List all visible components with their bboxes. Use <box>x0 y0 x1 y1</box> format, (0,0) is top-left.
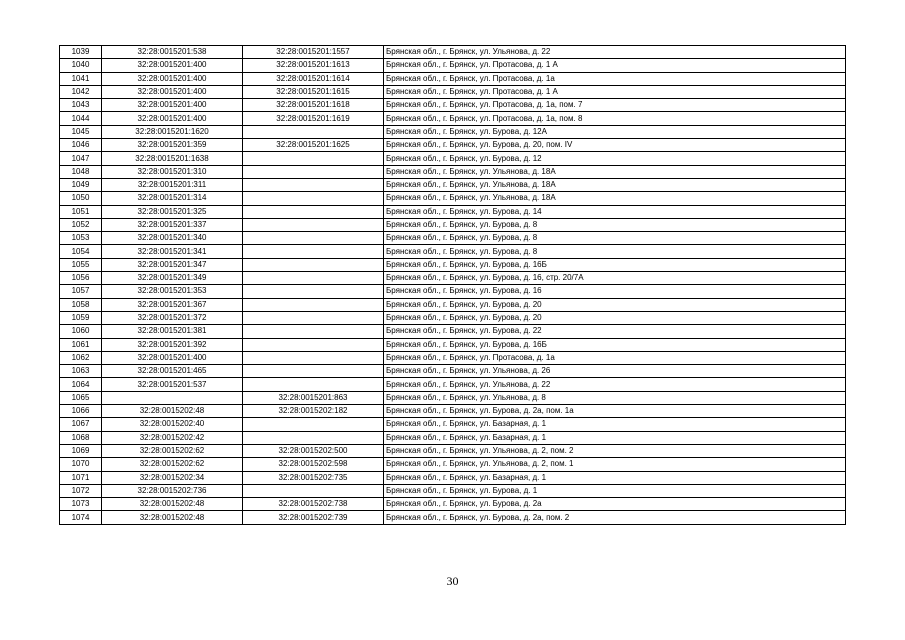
table-row <box>60 59 846 72</box>
cadastral-number-cell <box>243 205 384 218</box>
cadastral-number-cell <box>243 125 384 138</box>
table-row <box>60 458 846 471</box>
parent-cadastral-number-cell: 32:28:0015201:400 <box>102 351 243 364</box>
cadastral-number-cell <box>243 285 384 298</box>
row-number-cell: 1074 <box>60 511 102 524</box>
row-number-cell: 1068 <box>60 431 102 444</box>
address-cell: Брянская обл., г. Брянск, ул. Ульянова, д. 2, пом. 1 <box>384 458 846 471</box>
parent-cadastral-number-cell: 32:28:0015201:314 <box>102 192 243 205</box>
table-row <box>60 232 846 245</box>
row-number-cell: 1047 <box>60 152 102 165</box>
table-row <box>60 139 846 152</box>
row-number-cell: 1049 <box>60 178 102 191</box>
table-row <box>60 405 846 418</box>
parent-cadastral-number-cell: 32:28:0015201:310 <box>102 165 243 178</box>
cadastral-number-cell: 32:28:0015202:735 <box>243 471 384 484</box>
parent-cadastral-number-cell: 32:28:0015201:538 <box>102 46 243 59</box>
address-cell: Брянская обл., г. Брянск, ул. Бурова, д. 8 <box>384 245 846 258</box>
address-cell: Брянская обл., г. Брянск, ул. Бурова, д. 16 <box>384 285 846 298</box>
address-cell: Брянская обл., г. Брянск, ул. Базарная, д. 1 <box>384 471 846 484</box>
address-cell: Брянская обл., г. Брянск, ул. Бурова, д. 14 <box>384 205 846 218</box>
cadastral-number-cell <box>243 378 384 391</box>
address-cell: Брянская обл., г. Брянск, ул. Протасова, д. 1 А <box>384 85 846 98</box>
table-row <box>60 285 846 298</box>
table-row <box>60 46 846 59</box>
cadastral-number-cell <box>243 311 384 324</box>
address-cell: Брянская обл., г. Брянск, ул. Бурова, д. 16Б <box>384 258 846 271</box>
row-number-cell: 1058 <box>60 298 102 311</box>
parent-cadastral-number-cell: 32:28:0015202:62 <box>102 458 243 471</box>
address-cell: Брянская обл., г. Брянск, ул. Ульянова, д. 2, пом. 2 <box>384 444 846 457</box>
parent-cadastral-number-cell: 32:28:0015201:359 <box>102 139 243 152</box>
address-cell: Брянская обл., г. Брянск, ул. Ульянова, д. 18А <box>384 165 846 178</box>
row-number-cell: 1050 <box>60 192 102 205</box>
row-number-cell: 1051 <box>60 205 102 218</box>
table-row <box>60 444 846 457</box>
parent-cadastral-number-cell: 32:28:0015201:372 <box>102 311 243 324</box>
table-row <box>60 484 846 497</box>
parent-cadastral-number-cell: 32:28:0015201:1620 <box>102 125 243 138</box>
address-cell: Брянская обл., г. Брянск, ул. Ульянова, д. 22 <box>384 46 846 59</box>
row-number-cell: 1065 <box>60 391 102 404</box>
table-row <box>60 165 846 178</box>
table-row <box>60 498 846 511</box>
address-cell: Брянская обл., г. Брянск, ул. Бурова, д. 2а <box>384 498 846 511</box>
row-number-cell: 1070 <box>60 458 102 471</box>
row-number-cell: 1072 <box>60 484 102 497</box>
cadastral-number-cell <box>243 178 384 191</box>
row-number-cell: 1067 <box>60 418 102 431</box>
table-row <box>60 338 846 351</box>
parent-cadastral-number-cell: 32:28:0015202:48 <box>102 498 243 511</box>
address-cell: Брянская обл., г. Брянск, ул. Бурова, д. 20 <box>384 298 846 311</box>
cadastral-number-cell <box>243 192 384 205</box>
parent-cadastral-number-cell: 32:28:0015201:347 <box>102 258 243 271</box>
row-number-cell: 1064 <box>60 378 102 391</box>
address-cell: Брянская обл., г. Брянск, ул. Ульянова, д. 26 <box>384 365 846 378</box>
parent-cadastral-number-cell: 32:28:0015201:465 <box>102 365 243 378</box>
table-row <box>60 72 846 85</box>
registry-table-body <box>60 46 846 525</box>
table-row <box>60 431 846 444</box>
table-row <box>60 205 846 218</box>
row-number-cell: 1073 <box>60 498 102 511</box>
row-number-cell: 1071 <box>60 471 102 484</box>
table-row <box>60 152 846 165</box>
table-row <box>60 471 846 484</box>
table-row <box>60 365 846 378</box>
table-row <box>60 218 846 231</box>
table-row <box>60 298 846 311</box>
cadastral-number-cell: 32:28:0015201:1615 <box>243 85 384 98</box>
row-number-cell: 1048 <box>60 165 102 178</box>
parent-cadastral-number-cell: 32:28:0015201:325 <box>102 205 243 218</box>
address-cell: Брянская обл., г. Брянск, ул. Бурова, д. 8 <box>384 232 846 245</box>
page-number: 30 <box>446 574 459 588</box>
row-number-cell: 1061 <box>60 338 102 351</box>
row-number-cell: 1043 <box>60 99 102 112</box>
cadastral-number-cell <box>243 351 384 364</box>
parent-cadastral-number-cell: 32:28:0015201:311 <box>102 178 243 191</box>
parent-cadastral-number-cell: 32:28:0015201:340 <box>102 232 243 245</box>
table-row <box>60 391 846 404</box>
table-row <box>60 85 846 98</box>
cadastral-number-cell <box>243 232 384 245</box>
cadastral-number-cell <box>243 245 384 258</box>
row-number-cell: 1055 <box>60 258 102 271</box>
address-cell: Брянская обл., г. Брянск, ул. Протасова, д. 1 А <box>384 59 846 72</box>
parent-cadastral-number-cell: 32:28:0015202:40 <box>102 418 243 431</box>
parent-cadastral-number-cell: 32:28:0015201:341 <box>102 245 243 258</box>
cadastral-number-cell: 32:28:0015201:1619 <box>243 112 384 125</box>
address-cell: Брянская обл., г. Брянск, ул. Протасова, д. 1а <box>384 351 846 364</box>
address-cell: Брянская обл., г. Брянск, ул. Протасова, д. 1а <box>384 72 846 85</box>
address-cell: Брянская обл., г. Брянск, ул. Бурова, д. 16Б <box>384 338 846 351</box>
table-row <box>60 325 846 338</box>
address-cell: Брянская обл., г. Брянск, ул. Базарная, д. 1 <box>384 431 846 444</box>
parent-cadastral-number-cell: 32:28:0015201:349 <box>102 272 243 285</box>
row-number-cell: 1040 <box>60 59 102 72</box>
parent-cadastral-number-cell: 32:28:0015201:400 <box>102 85 243 98</box>
cadastral-number-cell: 32:28:0015201:1618 <box>243 99 384 112</box>
table-row <box>60 99 846 112</box>
row-number-cell: 1054 <box>60 245 102 258</box>
address-cell: Брянская обл., г. Брянск, ул. Бурова, д. 2а, пом. 2 <box>384 511 846 524</box>
row-number-cell: 1069 <box>60 444 102 457</box>
row-number-cell: 1059 <box>60 311 102 324</box>
address-cell: Брянская обл., г. Брянск, ул. Ульянова, д. 18А <box>384 178 846 191</box>
address-cell: Брянская обл., г. Брянск, ул. Бурова, д. 20, пом. IV <box>384 139 846 152</box>
parent-cadastral-number-cell: 32:28:0015201:353 <box>102 285 243 298</box>
address-cell: Брянская обл., г. Брянск, ул. Бурова, д. 12 <box>384 152 846 165</box>
row-number-cell: 1053 <box>60 232 102 245</box>
address-cell: Брянская обл., г. Брянск, ул. Ульянова, д. 18А <box>384 192 846 205</box>
address-cell: Брянская обл., г. Брянск, ул. Базарная, д. 1 <box>384 418 846 431</box>
address-cell: Брянская обл., г. Брянск, ул. Ульянова, д. 22 <box>384 378 846 391</box>
cadastral-number-cell <box>243 484 384 497</box>
parent-cadastral-number-cell: 32:28:0015201:400 <box>102 72 243 85</box>
table-row <box>60 258 846 271</box>
cadastral-number-cell <box>243 365 384 378</box>
parent-cadastral-number-cell: 32:28:0015202:48 <box>102 405 243 418</box>
cadastral-number-cell: 32:28:0015202:739 <box>243 511 384 524</box>
address-cell: Брянская обл., г. Брянск, ул. Бурова, д. 1 <box>384 484 846 497</box>
parent-cadastral-number-cell: 32:28:0015201:337 <box>102 218 243 231</box>
parent-cadastral-number-cell: 32:28:0015201:1638 <box>102 152 243 165</box>
cadastral-number-cell <box>243 152 384 165</box>
cadastral-number-cell: 32:28:0015201:1613 <box>243 59 384 72</box>
cadastral-number-cell <box>243 165 384 178</box>
property-registry-table <box>59 45 846 525</box>
table-row <box>60 272 846 285</box>
parent-cadastral-number-cell: 32:28:0015202:62 <box>102 444 243 457</box>
parent-cadastral-number-cell: 32:28:0015201:381 <box>102 325 243 338</box>
row-number-cell: 1063 <box>60 365 102 378</box>
cadastral-number-cell: 32:28:0015202:738 <box>243 498 384 511</box>
parent-cadastral-number-cell: 32:28:0015201:400 <box>102 112 243 125</box>
cadastral-number-cell <box>243 431 384 444</box>
cadastral-number-cell <box>243 298 384 311</box>
row-number-cell: 1057 <box>60 285 102 298</box>
cadastral-number-cell <box>243 272 384 285</box>
row-number-cell: 1041 <box>60 72 102 85</box>
parent-cadastral-number-cell: 32:28:0015201:400 <box>102 59 243 72</box>
cadastral-number-cell <box>243 218 384 231</box>
address-cell: Брянская обл., г. Брянск, ул. Бурова, д. 8 <box>384 218 846 231</box>
cadastral-number-cell: 32:28:0015202:182 <box>243 405 384 418</box>
address-cell: Брянская обл., г. Брянск, ул. Бурова, д. 2а, пом. 1а <box>384 405 846 418</box>
table-row <box>60 311 846 324</box>
address-cell: Брянская обл., г. Брянск, ул. Протасова, д. 1а, пом. 7 <box>384 99 846 112</box>
row-number-cell: 1056 <box>60 272 102 285</box>
parent-cadastral-number-cell: 32:28:0015201:537 <box>102 378 243 391</box>
table-row <box>60 112 846 125</box>
address-cell: Брянская обл., г. Брянск, ул. Протасова, д. 1а, пом. 8 <box>384 112 846 125</box>
row-number-cell: 1044 <box>60 112 102 125</box>
row-number-cell: 1062 <box>60 351 102 364</box>
cadastral-number-cell: 32:28:0015201:1557 <box>243 46 384 59</box>
table-row <box>60 178 846 191</box>
cadastral-number-cell <box>243 325 384 338</box>
row-number-cell: 1060 <box>60 325 102 338</box>
address-cell: Брянская обл., г. Брянск, ул. Бурова, д. 12А <box>384 125 846 138</box>
row-number-cell: 1045 <box>60 125 102 138</box>
table-row <box>60 351 846 364</box>
row-number-cell: 1066 <box>60 405 102 418</box>
parent-cadastral-number-cell: 32:28:0015202:736 <box>102 484 243 497</box>
row-number-cell: 1039 <box>60 46 102 59</box>
cadastral-number-cell: 32:28:0015201:1625 <box>243 139 384 152</box>
table-row <box>60 511 846 524</box>
cadastral-number-cell <box>243 258 384 271</box>
parent-cadastral-number-cell <box>102 391 243 404</box>
cadastral-number-cell <box>243 338 384 351</box>
cadastral-number-cell <box>243 418 384 431</box>
parent-cadastral-number-cell: 32:28:0015202:48 <box>102 511 243 524</box>
table-row <box>60 192 846 205</box>
parent-cadastral-number-cell: 32:28:0015202:34 <box>102 471 243 484</box>
cadastral-number-cell: 32:28:0015201:1614 <box>243 72 384 85</box>
cadastral-number-cell: 32:28:0015202:598 <box>243 458 384 471</box>
table-row <box>60 378 846 391</box>
address-cell: Брянская обл., г. Брянск, ул. Бурова, д. 20 <box>384 311 846 324</box>
table-row <box>60 418 846 431</box>
parent-cadastral-number-cell: 32:28:0015201:400 <box>102 99 243 112</box>
cadastral-number-cell: 32:28:0015202:500 <box>243 444 384 457</box>
row-number-cell: 1052 <box>60 218 102 231</box>
cadastral-number-cell: 32:28:0015201:863 <box>243 391 384 404</box>
parent-cadastral-number-cell: 32:28:0015201:392 <box>102 338 243 351</box>
table-row <box>60 245 846 258</box>
parent-cadastral-number-cell: 32:28:0015201:367 <box>102 298 243 311</box>
parent-cadastral-number-cell: 32:28:0015202:42 <box>102 431 243 444</box>
row-number-cell: 1046 <box>60 139 102 152</box>
address-cell: Брянская обл., г. Брянск, ул. Бурова, д. 16, стр. 20/7А <box>384 272 846 285</box>
address-cell: Брянская обл., г. Брянск, ул. Бурова, д. 22 <box>384 325 846 338</box>
address-cell: Брянская обл., г. Брянск, ул. Ульянова, д. 8 <box>384 391 846 404</box>
row-number-cell: 1042 <box>60 85 102 98</box>
table-row <box>60 125 846 138</box>
